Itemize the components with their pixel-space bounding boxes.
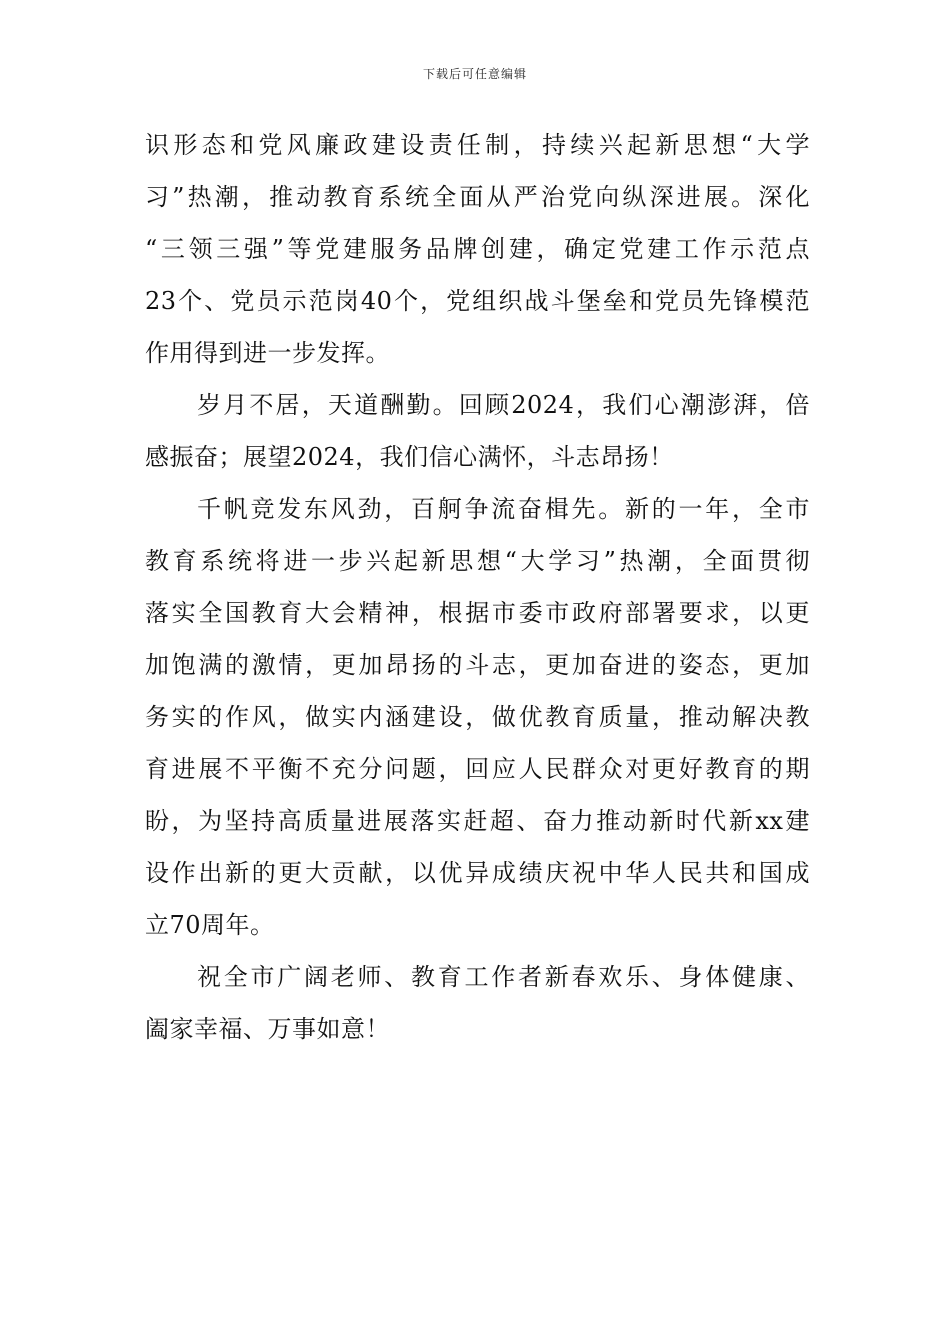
paragraph-4 [145,957,810,1061]
text-line: 祝全市广阔老师、教育工作者新春欢乐、身体健康、 [197,963,810,991]
text-line: 务实的作风，做实内涵建设，做优教育质量，推动解决教 [145,703,810,731]
text-line: 识形态和党风廉政建设责任制，持续兴起新思想“大学 [145,131,810,159]
text-line: 落实全国教育大会精神，根据市委市政府部署要求，以更 [145,599,810,627]
paragraph-2 [145,385,810,489]
text-line: 立70周年。 [145,911,275,939]
text-line: 岁月不居，天道酬勤。回顾2024，我们心潮澎湃，倍 [197,391,810,419]
paragraph-1 [145,125,810,385]
text-line: 育进展不平衡不充分问题，回应人民群众对更好教育的期 [145,755,810,783]
document-body [145,125,810,1061]
page-header: 下载后可任意编辑 [422,67,527,81]
text-line: 感振奋；展望2024，我们信心满怀，斗志昂扬！ [145,443,674,471]
text-line: 教育系统将进一步兴起新思想“大学习”热潮，全面贯彻 [145,547,810,575]
text-line: “三领三强”等党建服务品牌创建，确定党建工作示范点 [145,235,810,263]
text-line: 阖家幸福、万事如意！ [145,1015,390,1043]
text-line: 盼，为坚持高质量进展落实赶超、奋力推动新时代新xx建 [145,807,810,835]
text-line: 习”热潮，推动教育系统全面从严治党向纵深进展。深化 [145,183,810,211]
text-line: 千帆竞发东风劲，百舸争流奋楫先。新的一年，全市 [197,495,810,523]
paragraph-3 [145,489,810,957]
text-line: 23个、党员示范岗40个，党组织战斗堡垒和党员先锋模范 [145,287,810,315]
text-line: 加饱满的激情，更加昂扬的斗志，更加奋进的姿态，更加 [145,651,810,679]
text-line: 作用得到进一步发挥。 [145,339,390,367]
text-line: 设作出新的更大贡献，以优异成绩庆祝中华人民共和国成 [145,859,810,887]
